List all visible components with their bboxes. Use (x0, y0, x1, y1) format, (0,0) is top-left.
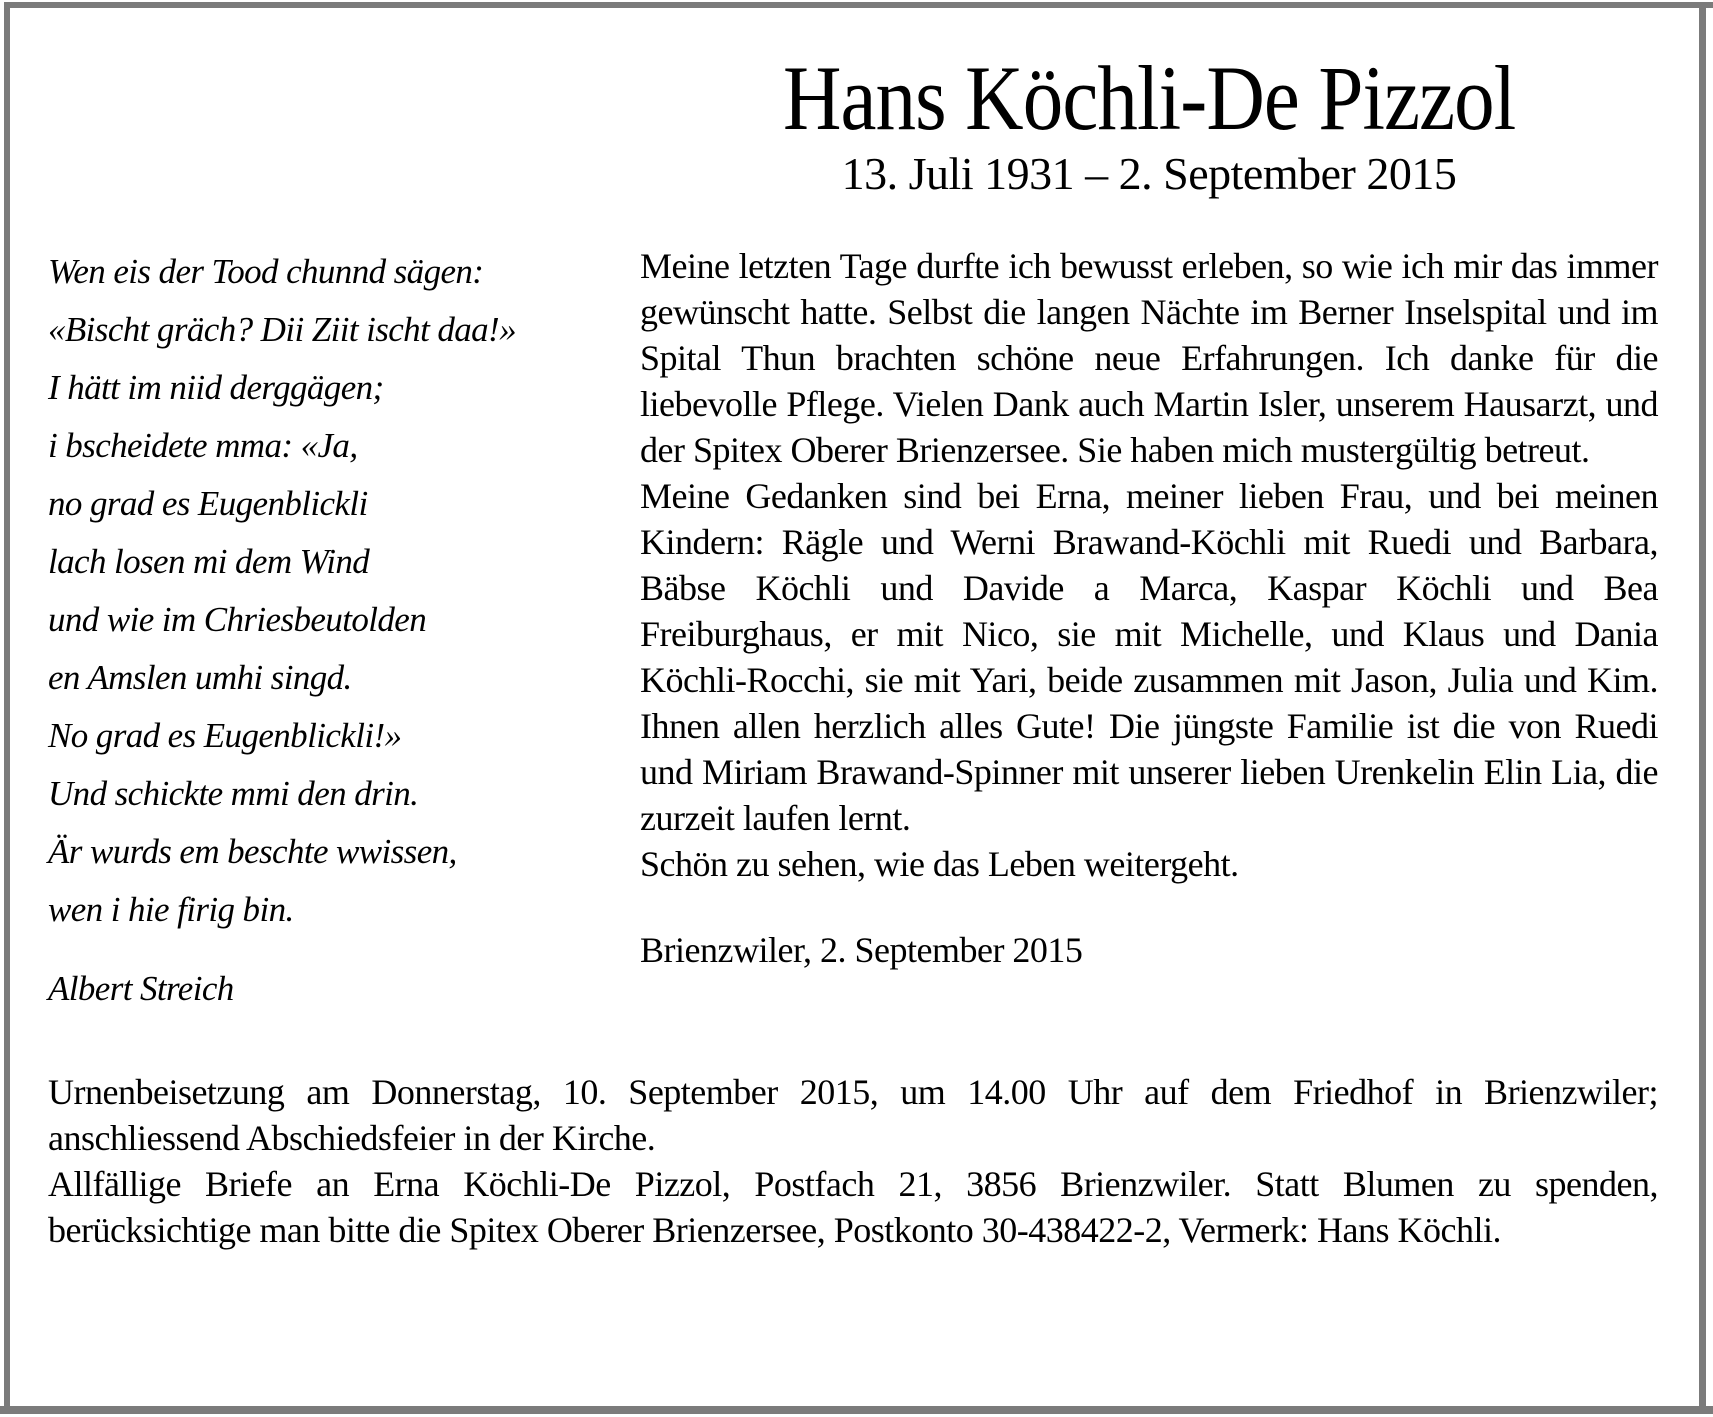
poem-line: no grad es Eugenblickli (48, 483, 368, 523)
poem-line: Är wurds em beschte wwissen, (48, 831, 457, 871)
footer-section (48, 1069, 1658, 1253)
place-dateline: Brienzwiler, 2. September 2015 (640, 929, 1083, 970)
paragraph-family-closing: Schön zu sehen, wie das Leben weitergeht. (640, 843, 1239, 884)
frame-border-left (4, 2, 10, 1411)
frame-border-right (1699, 2, 1706, 1411)
poem-line: und wie im Chriesbeutolden (48, 599, 427, 639)
poem-line: No grad es Eugenblickli!» (48, 715, 402, 755)
paragraph-family-text: Meine Gedanken sind bei Erna, meiner lieben Frau, und bei meinen Kindern: Rägle und Werni Brawand-Köchli mit Ruedi und Barbara, Bäbse Köchli und Davide a Marca, Kaspar Köchli und Bea Freiburghaus, er mit Nico, sie mit Michelle, und Klaus und Dania Köchli-Rocchi, sie mit Yari, beide zusammen mit Jason, Julia und Kim. Ihnen allen herzlich alles Gute! Die jüngste Familie ist die von Ruedi und Miriam Brawand-Spinner mit unserer lieben Urenkelin Elin Lia, die zurzeit laufen lernt. (640, 475, 1658, 838)
deceased-name: Hans Köchli-De Pizzol (782, 47, 1516, 149)
main-text-column (640, 243, 1658, 1011)
poem-line: I hätt im niid derggägen; (48, 367, 384, 407)
poem-line: lach losen mi dem Wind (48, 541, 370, 581)
poem-line: Wen eis der Tood chunnd sägen: (48, 251, 484, 291)
poem-line: «Bischt gräch? Dii Ziit ischt daa!» (48, 309, 517, 349)
poem-line: Und schickte mmi den drin. (48, 773, 419, 813)
poem-author: Albert Streich (48, 968, 234, 1008)
deceased-name-title (640, 47, 1658, 149)
funeral-notice: Urnenbeisetzung am Donnerstag, 10. September 2015, um 14.00 Uhr auf dem Friedhof in Brienzwiler; anschliessend Abschiedsfeier in der Kirche. (48, 1071, 1658, 1158)
frame-border-bottom (0, 1406, 1713, 1414)
life-dates: 13. Juli 1931 – 2. September 2015 (841, 148, 1457, 199)
notice-header (640, 47, 1658, 201)
paragraph-family (640, 473, 1658, 887)
two-column-section (48, 243, 1658, 1011)
poem-line: wen i hie firig bin. (48, 889, 294, 929)
poem-line: en Amslen umhi singd. (48, 657, 352, 697)
correspondence-notice: Allfällige Briefe an Erna Köchli-De Pizzol, Postfach 21, 3856 Brienzwiler. Statt Blumen zu spenden, berücksichtige man bitte die Spitex Oberer Brienzersee, Postkonto 30-438422-2, Vermerk: Hans Köchli. (48, 1163, 1658, 1250)
poem-line: i bscheidete mma: «Ja, (48, 425, 358, 465)
poem-column (48, 243, 593, 1011)
paragraph-care: Meine letzten Tage durfte ich bewusst erleben, so wie ich mir das immer gewünscht hatte. Selbst die langen Nächte im Berner Inselspital und im Spital Thun brachten schöne neue Erfahrungen. Ich danke für die liebevolle Pflege. Vielen Dank auch Martin Isler, unserem Hausarzt, und der Spitex Oberer Brienzersee. Sie haben mich mustergültig betreut. (640, 245, 1658, 470)
notice-content (48, 8, 1658, 1253)
